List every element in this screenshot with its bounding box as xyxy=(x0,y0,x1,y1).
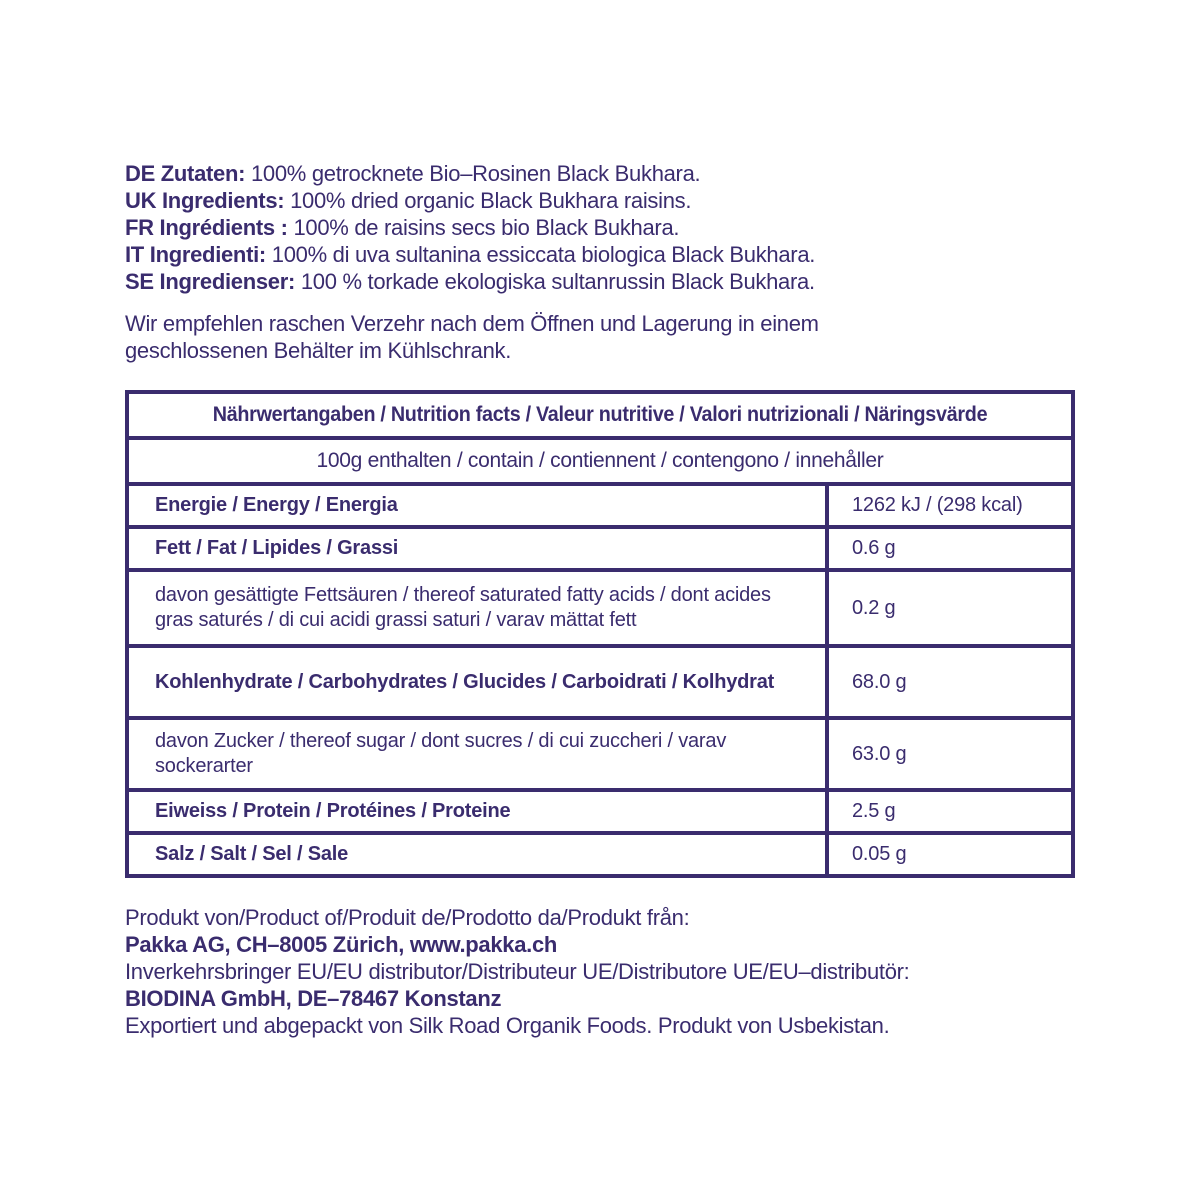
ingredients-line-prefix: DE Zutaten: xyxy=(125,161,246,186)
ingredients-line-text: 100 % torkade ekologiska sultanrussin Black Bukhara. xyxy=(300,269,815,294)
ingredients-line xyxy=(125,241,1075,268)
nutrient-value: 0.2 g xyxy=(852,596,896,619)
ingredients-line xyxy=(125,268,1075,295)
nutrition-row xyxy=(129,482,1071,525)
nutrition-row xyxy=(129,525,1071,568)
nutrient-label: davon gesättigte Fettsäuren / thereof saturated fatty acids / dont acides gras saturés / di cui acidi grassi saturi / varav mättat fett xyxy=(129,572,829,644)
nutrition-row xyxy=(129,568,1071,644)
ingredients-line-prefix: FR Ingrédients : xyxy=(125,215,288,240)
nutrition-row xyxy=(129,716,1071,788)
nutrient-label: Energie / Energy / Energia xyxy=(129,486,829,525)
ingredients-line-text: 100% de raisins secs bio Black Bukhara. xyxy=(293,215,680,240)
nutrition-table-title-row xyxy=(129,394,1071,436)
producer-info-line: BIODINA GmbH, DE–78467 Konstanz xyxy=(125,986,502,1011)
ingredients-line xyxy=(125,160,1075,187)
ingredients-line-prefix: IT Ingredienti: xyxy=(125,242,266,267)
nutrition-row xyxy=(129,831,1071,874)
nutrient-label: Kohlenhydrate / Carbohydrates / Glucides / Carboidrati / Kolhydrat xyxy=(129,648,829,716)
producer-info-line: Exportiert und abgepackt von Silk Road Organik Foods. Produkt von Usbekistan. xyxy=(125,1013,890,1038)
producer-info-line: Produkt von/Product of/Produit de/Prodotto da/Produkt från: xyxy=(125,905,690,930)
nutrient-value: 2.5 g xyxy=(852,800,896,822)
ingredients-line-text: 100% getrocknete Bio–Rosinen Black Bukhara. xyxy=(250,161,701,186)
nutrition-table-title: Nährwertangaben / Nutrition facts / Valeur nutritive / Valori nutrizionali / Näringsvärde xyxy=(212,403,988,426)
nutrient-value: 0.05 g xyxy=(852,843,907,865)
nutrient-value: 63.0 g xyxy=(852,742,907,765)
producer-info-section xyxy=(125,904,1075,1039)
nutrient-label: Salz / Salt / Sel / Sale xyxy=(129,835,829,874)
nutrient-label: Fett / Fat / Lipides / Grassi xyxy=(129,529,829,568)
ingredients-line-prefix: UK Ingredients: xyxy=(125,188,285,213)
nutrition-table-subtitle: 100g enthalten / contain / contiennent / contengono / innehåller xyxy=(316,449,884,472)
nutrient-label: davon Zucker / thereof sugar / dont sucres / di cui zuccheri / varav sockerarter xyxy=(129,720,829,788)
nutrition-row xyxy=(129,644,1071,716)
nutrition-table xyxy=(125,390,1075,878)
ingredients-line xyxy=(125,214,1075,241)
nutrition-row xyxy=(129,788,1071,831)
ingredients-line-text: 100% dried organic Black Bukhara raisins. xyxy=(290,188,692,213)
ingredients-line-text: 100% di uva sultanina essiccata biologica Black Bukhara. xyxy=(271,242,816,267)
ingredients-section xyxy=(125,160,1075,295)
nutrient-label: Eiweiss / Protein / Protéines / Proteine xyxy=(129,792,829,831)
producer-info-line: Inverkehrsbringer EU/EU distributor/Distributeur UE/Distributore UE/EU–distributör: xyxy=(125,959,910,984)
producer-info-line: Pakka AG, CH–8005 Zürich, www.pakka.ch xyxy=(125,932,558,957)
nutrition-table-subtitle-row xyxy=(129,436,1071,482)
nutrient-value: 0.6 g xyxy=(852,537,896,559)
ingredients-line-prefix: SE Ingredienser: xyxy=(125,269,296,294)
nutrient-value: 1262 kJ / (298 kcal) xyxy=(852,494,1023,516)
nutrient-value: 68.0 g xyxy=(852,670,907,693)
ingredients-line xyxy=(125,187,1075,214)
storage-note: Wir empfehlen raschen Verzehr nach dem Öffnen und Lagerung in einem geschlossenen Behälter im Kühlschrank. xyxy=(125,311,819,363)
